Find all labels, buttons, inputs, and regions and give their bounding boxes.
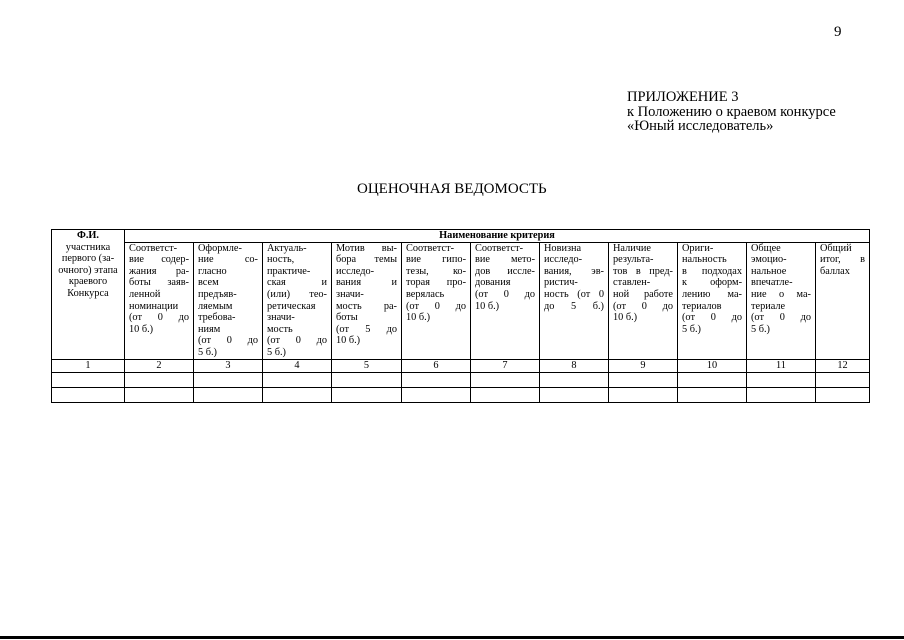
criterion-line: (или) тео- bbox=[267, 288, 327, 300]
criterion-line: боты заяв- bbox=[129, 277, 189, 289]
criterion-line: (от 0 до bbox=[751, 312, 811, 324]
criterion-line: исследо- bbox=[544, 254, 583, 266]
criterion-line: Актуаль- bbox=[267, 242, 307, 254]
criterion-line: боты bbox=[336, 312, 358, 324]
criterion-line: бора темы bbox=[336, 254, 397, 266]
criterion-line: Наличие bbox=[613, 242, 652, 254]
empty-cell bbox=[194, 372, 263, 387]
criterion-line: Соответст- bbox=[406, 242, 455, 254]
fio-header: Ф.И. bbox=[76, 230, 99, 241]
empty-row bbox=[52, 372, 870, 387]
criterion-line: вие гипо- bbox=[406, 254, 466, 266]
criterion-line: мость ра- bbox=[336, 300, 397, 312]
criterion-line: териалов bbox=[682, 300, 722, 312]
criterion-cell bbox=[471, 242, 540, 359]
criterion-line: в подходах bbox=[682, 265, 742, 277]
criterion-line: практиче- bbox=[267, 265, 311, 277]
criterion-line: 5 б.) bbox=[198, 346, 217, 358]
criterion-line: тов в пред- bbox=[613, 265, 673, 277]
criterion-line: (от 0 до bbox=[682, 312, 742, 324]
empty-cell bbox=[263, 372, 332, 387]
column-number: 1 bbox=[52, 359, 125, 372]
criterion-line: (от 0 до bbox=[129, 312, 189, 324]
empty-cell bbox=[263, 387, 332, 402]
criterion-line: предъяв- bbox=[198, 288, 237, 300]
criterion-line: ретическая bbox=[267, 300, 316, 312]
criterion-line: исследо- bbox=[336, 265, 375, 277]
column-number: 6 bbox=[402, 359, 471, 372]
criterion-line: нальность bbox=[682, 254, 727, 266]
criterion-cell bbox=[747, 242, 816, 359]
fio-line: краевого bbox=[68, 276, 108, 288]
criterion-line: номинации bbox=[129, 300, 179, 312]
criterion-cell bbox=[540, 242, 609, 359]
evaluation-table bbox=[51, 229, 870, 403]
criterion-line: Общий bbox=[820, 242, 852, 254]
criterion-line: вания и bbox=[336, 277, 397, 289]
appendix-heading bbox=[627, 90, 836, 134]
criterion-line: (от 0 до bbox=[475, 288, 535, 300]
criterion-line: впечатле- bbox=[751, 277, 793, 289]
appendix-line-2: к Положению о краевом конкурсе bbox=[627, 103, 836, 120]
empty-cell bbox=[52, 387, 125, 402]
criterion-line: (от 5 до bbox=[336, 323, 397, 335]
empty-cell bbox=[332, 372, 402, 387]
criterion-cell bbox=[263, 242, 332, 359]
criterion-line: ность, bbox=[267, 254, 295, 266]
empty-cell bbox=[540, 372, 609, 387]
criterion-line: вания, эв- bbox=[544, 265, 604, 277]
criterion-line: к оформ- bbox=[682, 277, 742, 289]
empty-cell bbox=[816, 372, 870, 387]
empty-cell bbox=[609, 387, 678, 402]
criterion-line: 10 б.) bbox=[613, 312, 638, 324]
empty-cell bbox=[747, 372, 816, 387]
column-number: 4 bbox=[263, 359, 332, 372]
criterion-line: дов иссле- bbox=[475, 265, 535, 277]
appendix-line-1: ПРИЛОЖЕНИЕ 3 bbox=[627, 89, 739, 105]
criterion-line: 10 б.) bbox=[336, 335, 361, 347]
criterion-line: всем bbox=[198, 277, 219, 289]
header-row-group bbox=[52, 230, 870, 243]
criterion-line: (от 0 до bbox=[198, 335, 258, 347]
criterion-line: ристич- bbox=[544, 277, 578, 289]
criterion-cell bbox=[609, 242, 678, 359]
criterion-line: 5 б.) bbox=[267, 346, 286, 358]
criterion-line: дования bbox=[475, 277, 511, 289]
criterion-line: итог, в bbox=[820, 254, 865, 266]
criterion-line: 5 б.) bbox=[751, 323, 770, 335]
empty-cell bbox=[678, 372, 747, 387]
criterion-line: требова- bbox=[198, 312, 236, 324]
criterion-line: торая про- bbox=[406, 277, 466, 289]
empty-cell bbox=[402, 372, 471, 387]
column-number: 7 bbox=[471, 359, 540, 372]
column-number: 10 bbox=[678, 359, 747, 372]
criterion-line: нальное bbox=[751, 265, 787, 277]
empty-cell bbox=[540, 387, 609, 402]
column-number: 3 bbox=[194, 359, 263, 372]
page-bottom-edge bbox=[0, 636, 904, 639]
criterion-line: ляемым bbox=[198, 300, 233, 312]
criterion-cell bbox=[678, 242, 747, 359]
criterion-line: (от 0 до bbox=[613, 300, 673, 312]
criterion-line: эмоцио- bbox=[751, 254, 787, 266]
criterion-line: 5 б.) bbox=[682, 323, 701, 335]
criterion-line: жания ра- bbox=[129, 265, 189, 277]
criterion-line: мость bbox=[267, 323, 293, 335]
empty-cell bbox=[402, 387, 471, 402]
criteria-group-header: Наименование критерия bbox=[125, 230, 870, 243]
empty-cell bbox=[747, 387, 816, 402]
criterion-line: ставлен- bbox=[613, 277, 651, 289]
criterion-line: (от 0 до bbox=[406, 300, 466, 312]
empty-cell bbox=[125, 372, 194, 387]
column-number: 5 bbox=[332, 359, 402, 372]
fio-line: участника bbox=[65, 241, 111, 253]
column-number: 9 bbox=[609, 359, 678, 372]
fio-line: Конкурса bbox=[67, 287, 109, 299]
criterion-line: до 5 б.) bbox=[544, 300, 604, 312]
empty-cell bbox=[816, 387, 870, 402]
criterion-line: 10 б.) bbox=[129, 323, 154, 335]
criterion-line: Общее bbox=[751, 242, 781, 254]
criterion-cell bbox=[194, 242, 263, 359]
empty-cell bbox=[678, 387, 747, 402]
criterion-line: результа- bbox=[613, 254, 654, 266]
criterion-line: Соответст- bbox=[129, 242, 178, 254]
page-number: 9 bbox=[834, 24, 842, 40]
criterion-cell bbox=[125, 242, 194, 359]
column-number: 12 bbox=[816, 359, 870, 372]
criterion-line: 10 б.) bbox=[406, 312, 431, 324]
criterion-line: баллах bbox=[820, 265, 850, 277]
criterion-line: вие содер- bbox=[129, 254, 189, 266]
criterion-line: ность (от 0 bbox=[544, 288, 604, 300]
criterion-cell bbox=[816, 242, 870, 359]
fio-line: первого (за- bbox=[61, 253, 115, 265]
criterion-line: (от 0 до bbox=[267, 335, 327, 347]
header-row-criteria bbox=[52, 242, 870, 359]
criterion-line: Мотив вы- bbox=[336, 242, 397, 254]
column-number: 2 bbox=[125, 359, 194, 372]
criterion-line: лению ма- bbox=[682, 288, 742, 300]
criterion-line: 10 б.) bbox=[475, 300, 500, 312]
document-title: ОЦЕНОЧНАЯ ВЕДОМОСТЬ bbox=[357, 181, 547, 197]
criterion-line: верялась bbox=[406, 288, 445, 300]
empty-cell bbox=[332, 387, 402, 402]
empty-cell bbox=[194, 387, 263, 402]
empty-cell bbox=[52, 372, 125, 387]
criterion-line: Оформле- bbox=[198, 242, 242, 254]
appendix-line-3: «Юный исследователь» bbox=[627, 118, 774, 134]
criterion-line: ская и bbox=[267, 277, 327, 289]
criterion-line: Ориги- bbox=[682, 242, 714, 254]
empty-cell bbox=[471, 387, 540, 402]
criterion-line: ние со- bbox=[198, 254, 258, 266]
column-number: 11 bbox=[747, 359, 816, 372]
criterion-line: Новизна bbox=[544, 242, 582, 254]
criterion-line: ние о ма- bbox=[751, 288, 811, 300]
criterion-line: вие мето- bbox=[475, 254, 535, 266]
criterion-line: гласно bbox=[198, 265, 227, 277]
criterion-line: териале bbox=[751, 300, 786, 312]
column-number: 8 bbox=[540, 359, 609, 372]
empty-cell bbox=[609, 372, 678, 387]
empty-cell bbox=[125, 387, 194, 402]
fio-header-cell bbox=[52, 230, 125, 360]
criterion-line: ной работе bbox=[613, 288, 673, 300]
criterion-line: значи- bbox=[336, 288, 364, 300]
empty-cell bbox=[471, 372, 540, 387]
criterion-line: ниям bbox=[198, 323, 221, 335]
criterion-cell bbox=[402, 242, 471, 359]
column-number-row bbox=[52, 359, 870, 372]
empty-row bbox=[52, 387, 870, 402]
fio-line: очного) этапа bbox=[58, 264, 118, 276]
criterion-line: ленной bbox=[129, 288, 161, 300]
criterion-line: Соответст- bbox=[475, 242, 524, 254]
criterion-line: тезы, ко- bbox=[406, 265, 466, 277]
criterion-cell bbox=[332, 242, 402, 359]
criterion-line: значи- bbox=[267, 312, 295, 324]
